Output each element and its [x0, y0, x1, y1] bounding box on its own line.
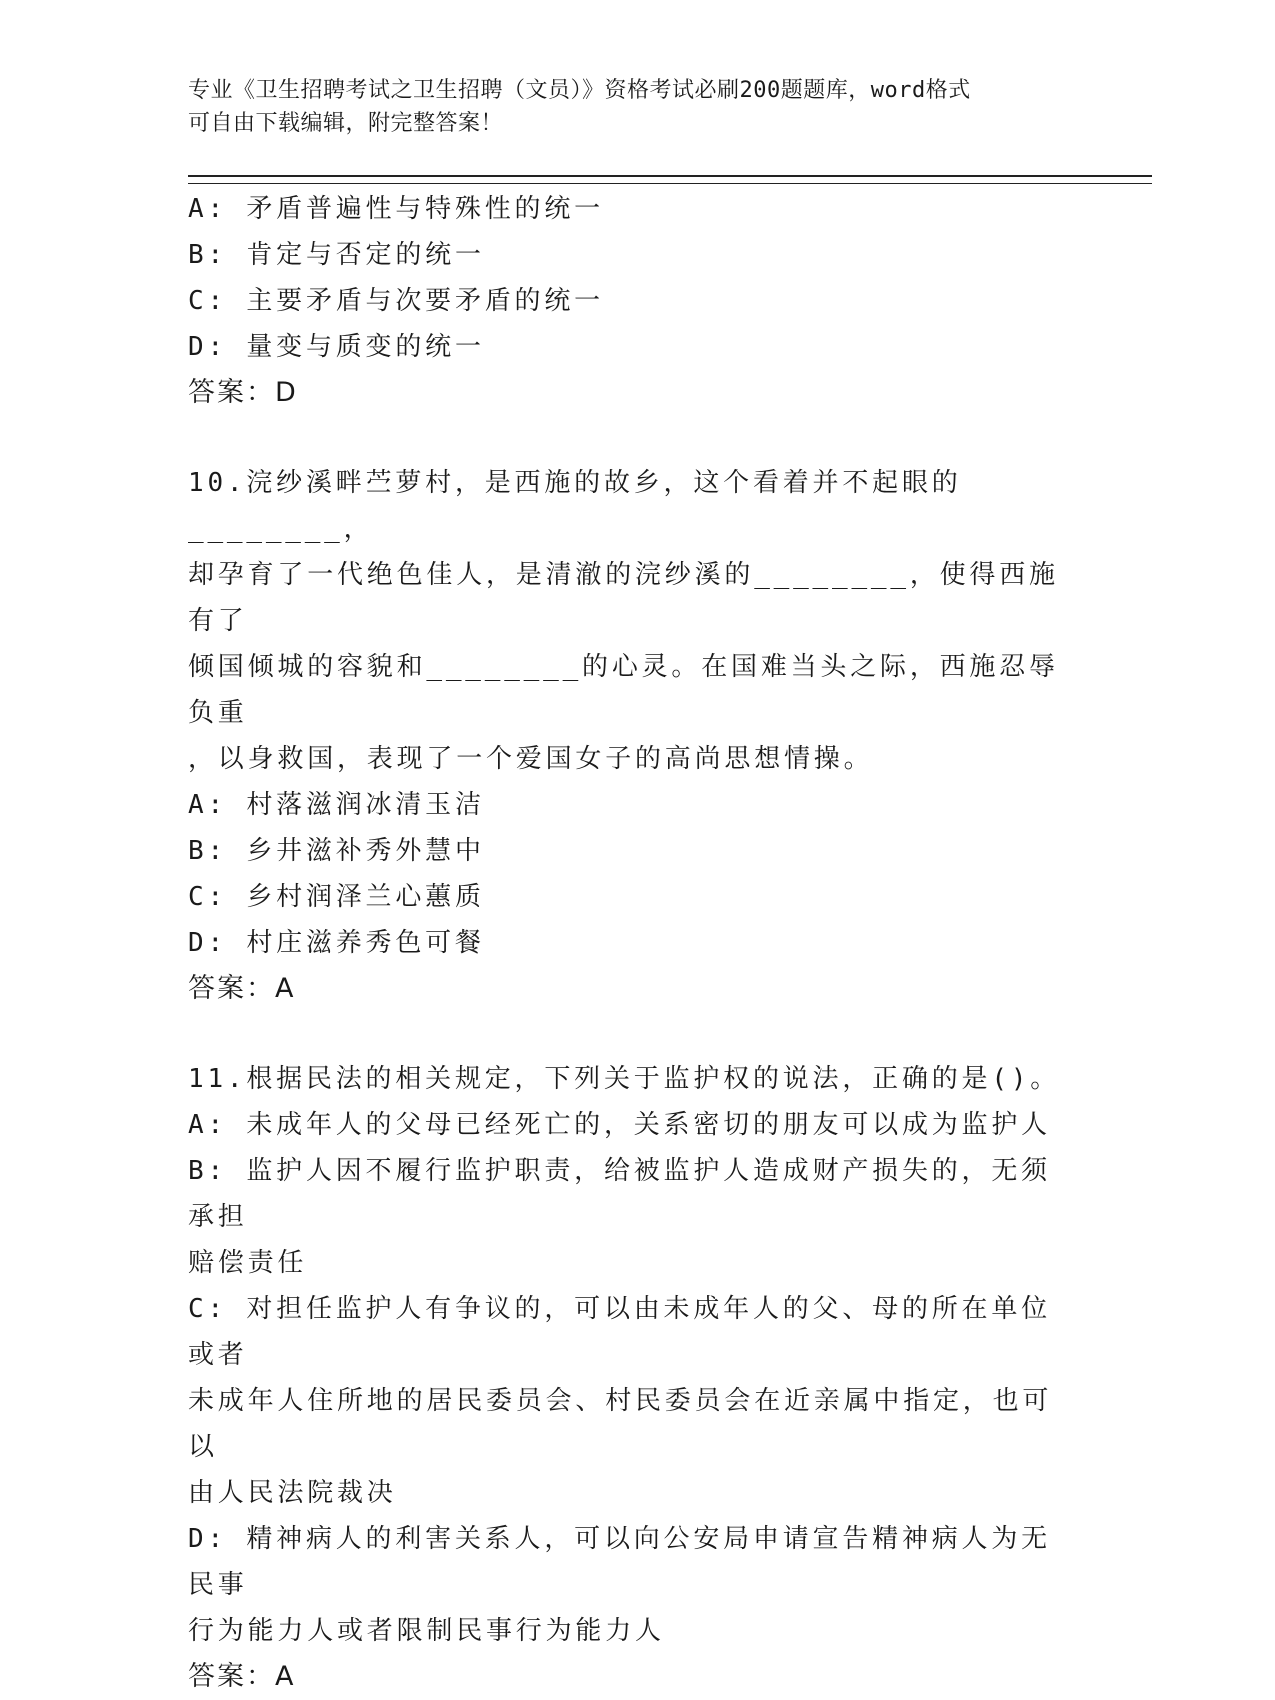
option-c: C: 对担任监护人有争议的，可以由未成年人的父、母的所在单位或者: [188, 1294, 1051, 1370]
spacer: [188, 1012, 1078, 1056]
question-stem: 11.根据民法的相关规定，下列关于监护权的说法，正确的是()。: [188, 1064, 1061, 1094]
option-c-continued: 未成年人住所地的居民委员会、村民委员会在近亲属中指定，也可以: [188, 1386, 1053, 1462]
option-b-continued: 赔偿责任: [188, 1248, 308, 1278]
option-d: D: 精神病人的利害关系人，可以向公安局申请宣告精神病人为无民事: [188, 1524, 1051, 1600]
option-a: A: 矛盾普遍性与特殊性的统一: [188, 194, 604, 224]
option-d-continued: 行为能力人或者限制民事行为能力人: [188, 1616, 665, 1646]
question-list: [188, 186, 1078, 1700]
spacer: [188, 416, 1078, 460]
answer-label: 答案：A: [188, 973, 296, 1004]
question-stem-line: 倾国倾城的容貌和________的心灵。在国难当头之际，西施忍辱负重: [188, 652, 1059, 728]
answer-label: 答案：A: [188, 1661, 296, 1692]
question-stem-line: ，以身救国，表现了一个爱国女子的高尚思想情操。: [188, 744, 874, 774]
option-c: C: 主要矛盾与次要矛盾的统一: [188, 286, 604, 316]
page-header: [188, 74, 1088, 140]
header-title-line-1: 专业《卫生招聘考试之卫生招聘（文员）》资格考试必刷200题题库，word格式: [188, 78, 971, 103]
question-stem-line: 10.浣纱溪畔苎萝村，是西施的故乡，这个看着并不起眼的________，: [188, 468, 962, 544]
answer-label: 答案：D: [188, 377, 298, 408]
option-a: A: 村落滋润冰清玉洁: [188, 790, 485, 820]
option-c: C: 乡村润泽兰心蕙质: [188, 882, 485, 912]
question-10: [188, 460, 1078, 1012]
option-c-continued: 由人民法院裁决: [188, 1478, 397, 1508]
question-11: [188, 1056, 1078, 1700]
option-d: D: 量变与质变的统一: [188, 332, 485, 362]
option-b: B: 肯定与否定的统一: [188, 240, 485, 270]
option-a: A: 未成年人的父母已经死亡的，关系密切的朋友可以成为监护人: [188, 1110, 1051, 1140]
option-b: B: 乡井滋补秀外慧中: [188, 836, 485, 866]
header-divider: [188, 175, 1152, 184]
option-d: D: 村庄滋养秀色可餐: [188, 928, 485, 958]
option-b: B: 监护人因不履行监护职责，给被监护人造成财产损失的，无须承担: [188, 1156, 1051, 1232]
question-9: [188, 186, 1078, 416]
header-title-line-2: 可自由下载编辑，附完整答案！: [188, 111, 504, 136]
question-stem-line: 却孕育了一代绝色佳人，是清澈的浣纱溪的________，使得西施有了: [188, 560, 1059, 636]
